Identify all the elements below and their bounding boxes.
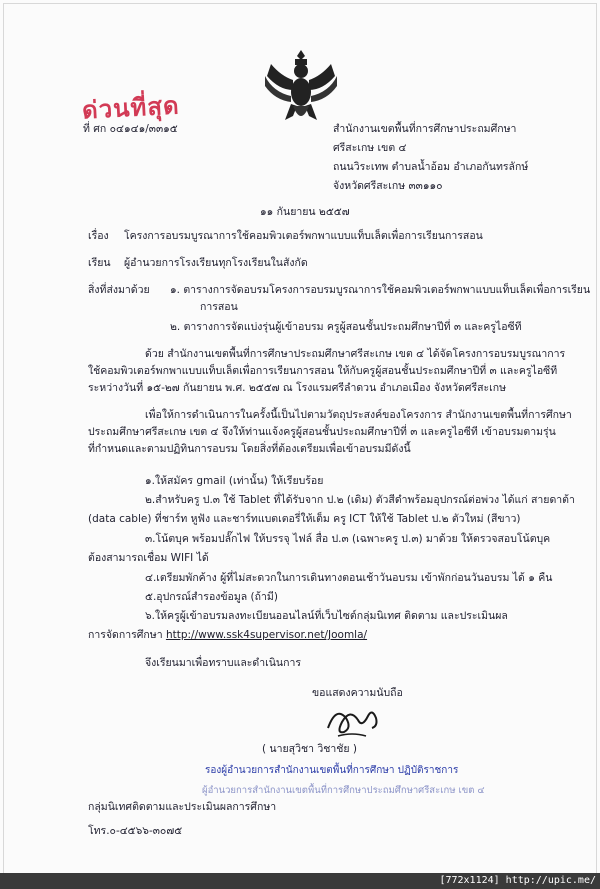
letter-date: ๑๑ กันยายน ๒๕๕๗ [260,206,350,218]
garuda-emblem-icon [263,46,339,128]
list-item-2-cont: (data cable) ที่ชาร์ท หูฟัง และชาร์ทแบตเตอรี่ให้เต็ม ครู ICT ให้ใช้ Tablet ป.๒ ตัวใหม่ (สีขาว) [88,513,521,525]
list-item-6: ๖.ให้ครูผู้เข้าอบรมลงทะเบียนออนไลน์ที่เว็บไซต์กลุ่มนิเทศ ติดตาม และประเมินผล [145,610,508,622]
signatory-position-1: รองผู้อำนวยการสำนักงานเขตพื้นที่การศึกษา ปฏิบัติราชการ [205,765,459,776]
body-para1-line-1: ด้วย สำนักงานเขตพื้นที่การศึกษาประถมศึกษาศรีสะเกษ เขต ๔ ได้จัดโครงการอบรมบูรณาการ [145,348,566,360]
document-number: ที่ ศก ๐๔๑๔๑/๓๓๑๕ [83,123,178,135]
list-item-1: ๑.ให้สมัคร gmail (เท่านั้น) ให้เรียบร้อย [145,475,324,487]
recipient-text: ผู้อำนวยการโรงเรียนทุกโรงเรียนในสังกัด [124,257,308,269]
signatory-position-2: ผู้อำนวยการสำนักงานเขตพื้นที่การศึกษาประถมศึกษาศรีสะเกษ เขต ๔ [202,785,485,796]
signatory-name: ( นายสุวิชา วิชาชัย ) [262,743,357,755]
enclosure-label: สิ่งที่ส่งมาด้วย [88,284,150,296]
list-item-4: ๔.เตรียมพักค้าง ผู้ที่ไม่สะดวกในการเดินทางตอนเช้าวันอบรม เข้าพักก่อนวันอบรม ได้ ๑ คืน [145,572,553,584]
regards-text: ขอแสดงความนับถือ [312,687,403,699]
list-item-3: ๓.โน้ตบุค พร้อมปลั๊กไฟ ให้บรรจุ ไฟล์ สื่อ ป.๓ (เฉพาะครู ป.๓) มาด้วย ให้ตรวจสอบโน้ตบุค [145,533,551,545]
body-para2-line-1: เพื่อให้การดำเนินการในครั้งนี้เป็นไปตามวัตถุประสงค์ของโครงการ สำนักงานเขตพื้นที่การศึกษา [145,409,572,421]
link-prefix: การจัดการศึกษา [88,629,166,641]
list-item-5: ๕.อุปกรณ์สำรองข้อมูล (ถ้ามี) [145,591,278,603]
urgent-stamp: ด่วนที่สุด [81,90,181,125]
image-host-watermark: [772x1124] http://upic.me/ [439,875,596,886]
office-line-2: ศรีสะเกษ เขต ๔ [333,142,407,154]
body-para1-line-2: ใช้คอมพิวเตอร์พกพาแบบแท็บเล็ตเพื่อการเรียนการสอน ให้กับครูผู้สอนชั้นประถมศึกษาปีที่ ๓ และครูไอซีที [88,365,558,377]
office-line-3: ถนนวิระเทพ ตำบลน้ำอ้อม อำเภอกันทรลักษ์ [333,161,529,173]
footer-phone: โทร.๐-๔๕๖๖-๓๐๗๕ [88,825,183,837]
subject-text: โครงการอบรมบูรณาการใช้คอมพิวเตอร์พกพาแบบแท็บเล็ตเพื่อการเรียนการสอน [124,230,483,242]
subject-label: เรื่อง [88,230,109,242]
body-para1-line-3: ระหว่างวันที่ ๑๕-๒๗ กันยายน พ.ศ. ๒๕๕๗ ณ โรงแรมศรีลำดวน อำเภอเมือง จังหวัดศรีสะเกษ [88,382,507,394]
body-para2-line-2: ประถมศึกษาศรีสะเกษ เขต ๔ จึงให้ท่านแจ้งครูผู้สอนชั้นประถมศึกษาปีที่ ๓ และครูไอซีที เข้าอบรมตามรุ่น [88,426,556,438]
closing-text: จึงเรียนมาเพื่อทราบและดำเนินการ [145,657,301,669]
link-line [88,628,367,642]
list-item-2: ๒.สำหรับครู ป.๓ ใช้ Tablet ที่ได้รับจาก ป.๒ (เดิม) ตัวสีดำพร้อมอุปกรณ์ต่อพ่วง ได้แก่ สายดาต้า [145,494,575,506]
handwritten-signature [322,698,384,740]
office-line-4: จังหวัดศรีสะเกษ ๓๓๑๑๐ [333,180,443,192]
supervisor-website-link[interactable]: http://www.ssk4supervisor.net/Joomla/ [165,629,368,641]
enclosure-item-1-cont: การสอน [200,301,238,313]
recipient-label: เรียน [88,257,111,269]
enclosure-item-2: ๒. ตารางการจัดแบ่งรุ่นผู้เข้าอบรม ครูผู้สอนชั้นประถมศึกษาปีที่ ๓ และครูไอซีที [170,321,522,333]
enclosure-item-1: ๑. ตารางการจัดอบรมโครงการอบรมบูรณาการใช้คอมพิวเตอร์พกพาแบบแท็บเล็ตเพื่อการเรียน [170,284,591,296]
body-para2-line-3: ที่กำหนดและตามปฏิทินการอบรม โดยสิ่งที่ต้องเตรียมเพื่อเข้าอบรมมีดังนี้ [88,443,411,455]
office-line-1: สำนักงานเขตพื้นที่การศึกษาประถมศึกษา [333,123,517,135]
footer-department: กลุ่มนิเทศติดตามและประเมินผลการศึกษา [88,801,277,813]
list-item-3-cont: ต้องสามารถเชื่อม WIFI ได้ [88,552,209,564]
